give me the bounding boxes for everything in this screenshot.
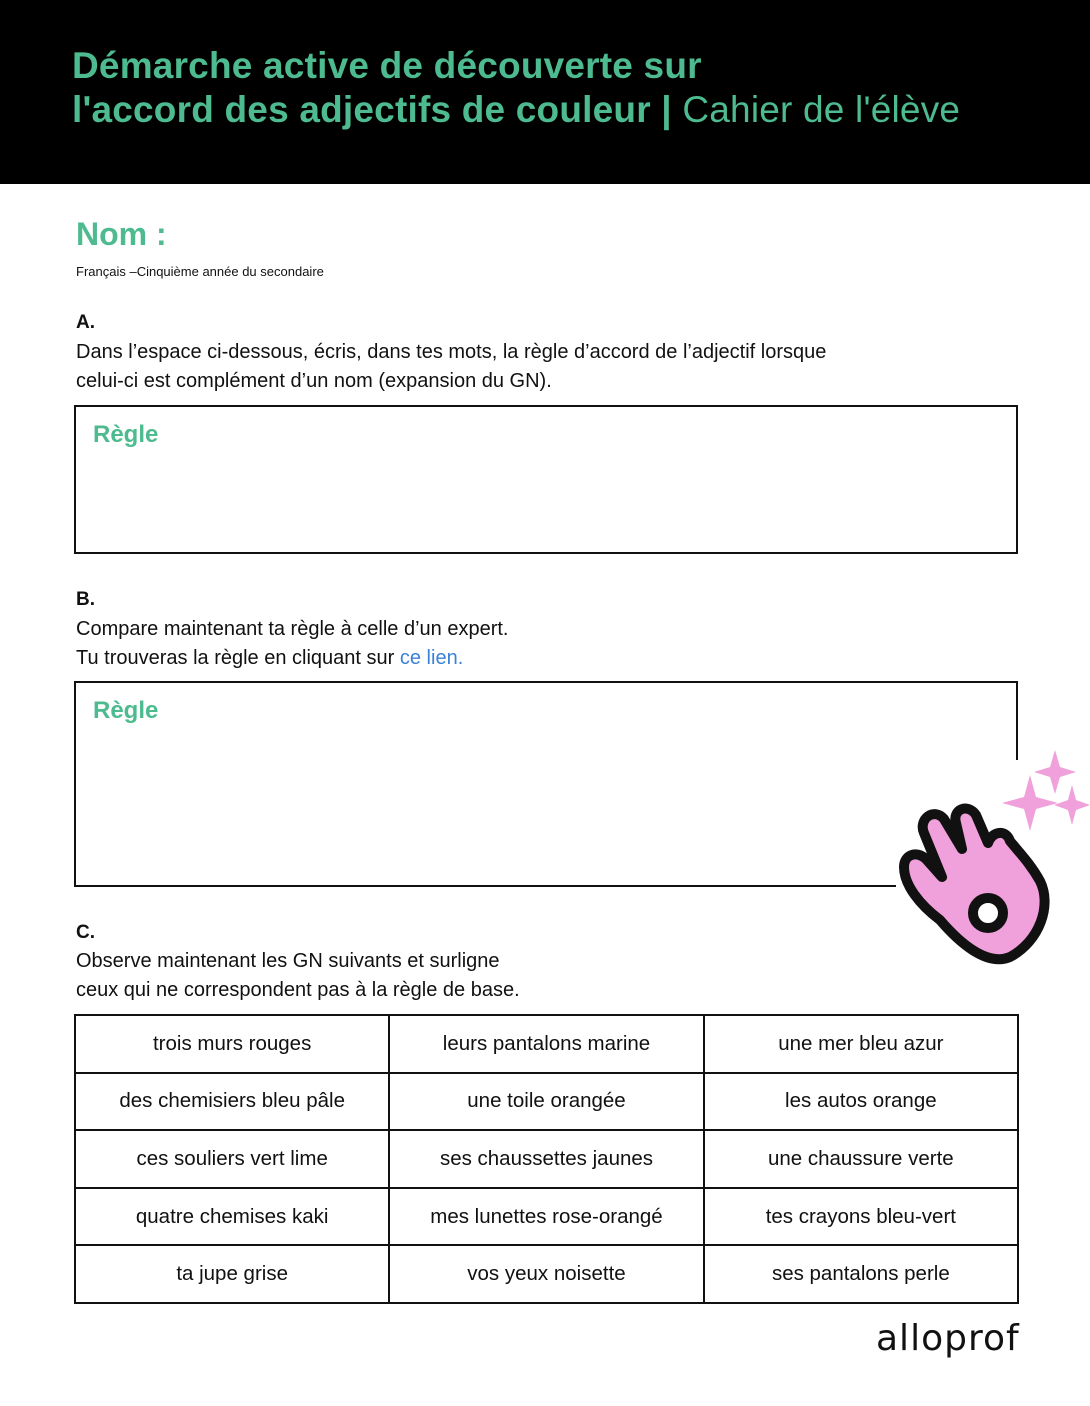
gn-cell[interactable]: ses pantalons perle	[704, 1245, 1018, 1303]
section-a-instruction-line-2: celui-ci est complément d’un nom (expansion du GN).	[76, 370, 552, 392]
table-row	[75, 1130, 1018, 1188]
section-a-letter: A.	[76, 312, 95, 333]
rule-answer-box-a[interactable]	[74, 405, 1018, 554]
section-b-instruction-text: Tu trouveras la règle en cliquant sur	[76, 647, 400, 669]
table-row	[75, 1015, 1018, 1073]
gn-cell[interactable]: tes crayons bleu-vert	[704, 1188, 1018, 1246]
course-subtitle: Français –Cinquième année du secondaire	[76, 264, 324, 279]
name-label: Nom :	[76, 216, 167, 252]
section-c-instruction	[76, 947, 520, 1005]
section-c-letter: C.	[76, 922, 95, 943]
gn-cell[interactable]: une mer bleu azur	[704, 1015, 1018, 1073]
section-a-instruction-line-1: Dans l’espace ci-dessous, écris, dans tes mots, la règle d’accord de l’adjectif lorsque	[76, 341, 827, 363]
title-doc-type: Cahier de l'élève	[682, 89, 961, 130]
rule-answer-box-b[interactable]	[74, 681, 1018, 887]
header-banner	[0, 0, 1090, 184]
title-separator: |	[650, 89, 683, 130]
gn-cell[interactable]: vos yeux noisette	[389, 1245, 703, 1303]
gn-cell[interactable]: une toile orangée	[389, 1073, 703, 1131]
gn-cell[interactable]: mes lunettes rose-orangé	[389, 1188, 703, 1246]
title-topic: l'accord des adjectifs de couleur	[72, 89, 651, 130]
table-row	[75, 1188, 1018, 1246]
expert-rule-link[interactable]: ce lien.	[399, 647, 464, 669]
gn-table	[74, 1014, 1019, 1304]
section-c-instruction-line-2: ceux qui ne correspondent pas à la règle de base.	[76, 979, 520, 1001]
section-b-instruction	[76, 615, 508, 673]
section-c-instruction-line-1: Observe maintenant les GN suivants et surligne	[76, 950, 500, 972]
table-row	[75, 1245, 1018, 1303]
gn-cell[interactable]: leurs pantalons marine	[389, 1015, 703, 1073]
rule-box-label: Règle	[93, 697, 159, 724]
gn-cell[interactable]: ces souliers vert lime	[75, 1130, 389, 1188]
alloprof-logo: alloprof	[876, 1318, 1020, 1359]
title-line-2	[72, 88, 960, 132]
page-title	[72, 44, 960, 132]
gn-cell[interactable]: ta jupe grise	[75, 1245, 389, 1303]
gn-cell[interactable]: ses chaussettes jaunes	[389, 1130, 703, 1188]
gn-cell[interactable]: une chaussure verte	[704, 1130, 1018, 1188]
gn-cell[interactable]: des chemisiers bleu pâle	[75, 1073, 389, 1131]
gn-cell[interactable]: les autos orange	[704, 1073, 1018, 1131]
title-line-1: Démarche active de découverte sur	[72, 45, 702, 86]
table-row	[75, 1073, 1018, 1131]
gn-cell[interactable]: quatre chemises kaki	[75, 1188, 389, 1246]
section-a-instruction	[76, 338, 826, 396]
gn-cell[interactable]: trois murs rouges	[75, 1015, 389, 1073]
section-b-letter: B.	[76, 589, 95, 610]
section-b-instruction-line-2	[76, 644, 508, 673]
rule-box-label: Règle	[93, 421, 159, 448]
ok-hand-sparkles-icon	[890, 745, 1090, 975]
section-b-instruction-line-1: Compare maintenant ta règle à celle d’un expert.	[76, 618, 509, 640]
